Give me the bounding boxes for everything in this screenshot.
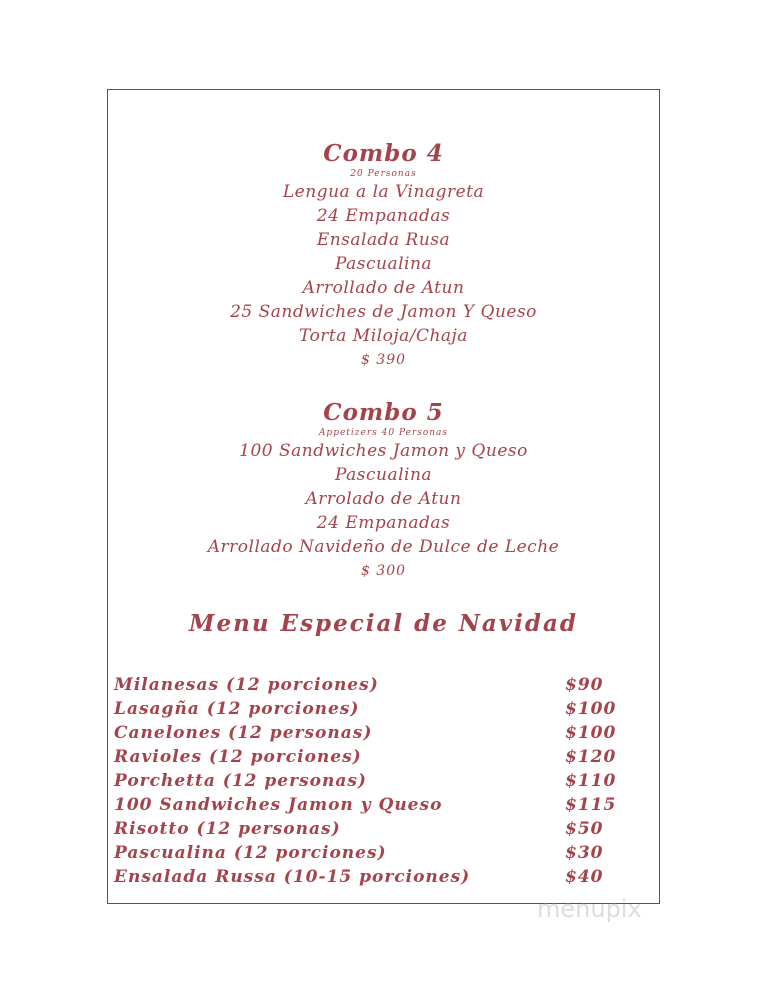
item-price: $40 (565, 867, 604, 887)
special-menu-list (114, 673, 654, 889)
combo-item: Arrolado de Atun (305, 489, 462, 509)
menu-row (114, 745, 654, 769)
combo-4 (107, 140, 660, 372)
item-price: $50 (565, 819, 604, 839)
menu-row (114, 769, 654, 793)
item-price: $110 (565, 771, 617, 791)
menu-row (114, 673, 654, 697)
item-name: Pascualina (12 porciones) (114, 843, 387, 863)
combo-subtitle: Appetizers 40 Personas (318, 428, 449, 438)
combo-item: 25 Sandwiches de Jamon Y Queso (230, 302, 537, 322)
menu-row (114, 793, 654, 817)
item-name: Ravioles (12 porciones) (114, 747, 362, 767)
item-price: $30 (565, 843, 604, 863)
combo-item: Torta Miloja/Chaja (299, 326, 468, 346)
combo-item: 24 Empanadas (316, 513, 451, 533)
item-price: $100 (565, 699, 617, 719)
menu-row (114, 865, 654, 889)
item-price: $100 (565, 723, 617, 743)
combo-item: 100 Sandwiches Jamon y Queso (239, 441, 528, 461)
combo-item: Lengua a la Vinagreta (282, 182, 485, 202)
item-price: $90 (565, 675, 604, 695)
menu-row (114, 841, 654, 865)
combo-item: Arrollado Navideño de Dulce de Leche (207, 537, 560, 557)
watermark: menupix (537, 895, 642, 923)
item-name: Ensalada Russa (10-15 porciones) (114, 867, 471, 887)
combo-price: $ 390 (360, 352, 407, 368)
combo-item: 24 Empanadas (316, 206, 451, 226)
combo-item: Pascualina (334, 465, 433, 485)
combo-subtitle: 20 Personas (350, 169, 417, 179)
item-name: Milanesas (12 porciones) (114, 675, 379, 695)
item-name: 100 Sandwiches Jamon y Queso (114, 795, 443, 815)
item-name: Lasagña (12 porciones) (114, 699, 360, 719)
menu-row (114, 817, 654, 841)
combo-title: Combo 4 (323, 140, 444, 167)
item-price: $115 (565, 795, 617, 815)
combo-title: Combo 5 (323, 399, 444, 426)
menu-row (114, 697, 654, 721)
item-price: $120 (565, 747, 617, 767)
item-name: Risotto (12 personas) (114, 819, 341, 839)
item-name: Porchetta (12 personas) (114, 771, 367, 791)
menu-row (114, 721, 654, 745)
combo-5 (107, 399, 660, 583)
special-menu-title: Menu Especial de Navidad (189, 610, 578, 637)
combo-item: Pascualina (334, 254, 433, 274)
combo-item: Arrollado de Atun (302, 278, 465, 298)
combo-price: $ 300 (360, 563, 407, 579)
item-name: Canelones (12 personas) (114, 723, 373, 743)
combo-item: Ensalada Rusa (316, 230, 451, 250)
